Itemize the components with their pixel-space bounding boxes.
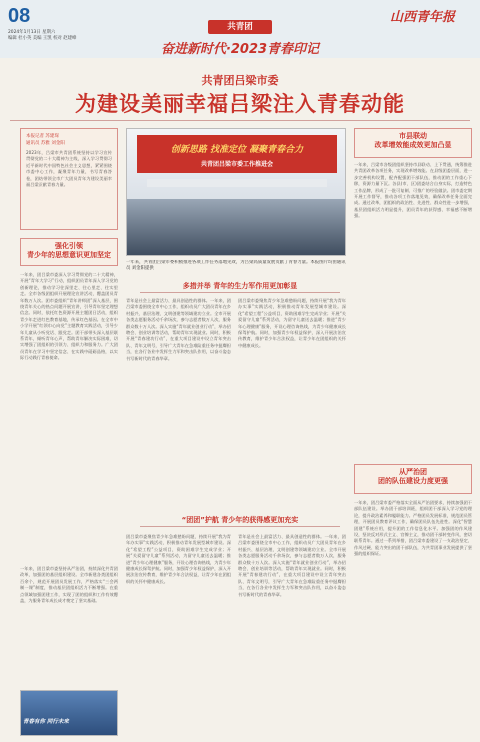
section-title-reform: 市县联动 改革增效能成效更加凸显: [374, 132, 452, 149]
meeting-photo: [126, 128, 346, 256]
audience: [127, 199, 346, 256]
banner-title: 创新思路 找准定位 凝聚青春合力: [170, 145, 304, 155]
column-badge: 共青团: [208, 20, 272, 34]
lead-text: 2023年，吕梁市共青团系统坚持以学习宣传贯彻党的二十大精神为主线，深入学习贯彻习近平新时代中国特色社会主义思想，紧紧围绕市委中心工作，凝聚青年力量，书写青春答卷，团结带领全市广大团员青年为建设美丽幸福吕梁贡献青春力量。: [26, 150, 112, 188]
slogan: 奋进新时代·2023青春印记: [160, 42, 320, 57]
stage-banner: [137, 135, 337, 173]
section-box-discipline: [354, 464, 472, 494]
photo-caption: 一年来，共青团吕梁市委积极推进各项工作任务落地见效，为吕梁高质量发展贡献了青春力量。本报图片均由通讯员 刘金阳提供: [126, 260, 346, 271]
guidance-text-cont: 一年来，团吕梁市委坚持从严治团，持续深化共青团改革，加强团的基层组织建设。全市新建各类团组织百余个，规范开展团员发展工作，严格落实“三会两制一课”制度，推动基层团组织活力不断增强。在重点领域加强团建工作，实现了团的组织和工作有效覆盖，为服务青年成长成才奠定了坚实基础。: [20, 566, 118, 604]
section-title-care: “团团”护航 青少年的获得感更加充实: [181, 516, 299, 524]
meta-date: 2024年1月13日 星期六: [8, 30, 56, 35]
discipline-text: 一年来，团吕梁市委严格落实全面从严治团要求，持续加强团干部队伍建设。举办团干部培训班，组织团干部深入学习党的理论，提升政治素养和履职能力。严格团员发展标准，规范团员管理，开展团员教育评议工作，确保团员队伍先进性。深化“智慧团建”系统应用，提升团的工作信息化水平。加强团的作风建设，坚决反对形式主义、官僚主义，推动团干部转变作风，密切联系青年。通过一系列举措，团吕梁市委建设了一支政治坚定、作风过硬、能力突出的团干部队伍，为共青团事业发展提供了坚强的组织保证。: [354, 500, 472, 557]
section-box-guidance: [20, 238, 118, 266]
meta-editors: 编辑 杜小英 美编 王凯 校对 赵建峰: [8, 36, 77, 41]
author-line-2: 通讯员 苏雅 刘金阳: [26, 141, 65, 146]
action-rule: [140, 292, 340, 293]
section-title-action: 多措并举 青年的生力军作用更加彰显: [182, 282, 298, 290]
care-text-col-a: 团吕梁市委聚焦青少年急难愁盼问题，持续开展“我为青年办实事”实践活动，积极推动青年发展型城市建设。深化“希望工程”公益项目，资助困难学生完成学业；开展“关爱留守儿童”系列活动，为留守儿童送去温暖；推进“青少年心理健康”服务，开设心理咨询热线，为青少年健康成长保驾护航。同时，加强青少年权益保护，深入开展法治宣传教育，维护青少年合法权益，让青少年在团组织的关怀中健康成长。: [126, 534, 231, 584]
section-title-discipline: 从严治团 团的队伍建设力度更强: [378, 468, 448, 485]
section-title-guidance: 强化引领 青少年的思想意识更加坚定: [27, 242, 111, 259]
care-text-col-b: 青年是社会上最富活力、最具创造性的群体。一年来，团吕梁市委围绕全市中心工作，组织动员广大团员青年在乡村振兴、基层治理、文明创建等领域建功立业。全市开展各类志愿服务活动千余场次，参与志愿者数万人次，服务群众数十万人次。深入实施“青年就业创业行动”，举办招聘会、创业培训等活动，帮助青年实现就业。同时，积极开展“青春建功行动”，在重大项目建设中设立青年突击队、青年文明号，引导广大青年在急难险重任务中挺膺担当，在各行各业中发挥生力军和突击队作用，以奋斗姿态书写新时代的青春华章。: [238, 534, 346, 597]
page-meta: [8, 30, 138, 42]
headline-rule: [10, 120, 470, 121]
banner-subtitle: 共青团吕梁市委工作推进会: [200, 161, 273, 168]
author-line-1: 本报记者 苏建琛: [26, 134, 59, 139]
reform-text: 一年来，吕梁市各级团组织坚持市县联动、上下贯通，统筹推进共青团改革各项任务，实现改革增效能。在县级团委层面，进一步完善机构设置，配齐配强团干部队伍，推动团的工作重心下移，资源力量下沉。各县(市、区)团委结合自身实际，打造特色工作品牌，形成了一批可复制、可推广的经验做法。团市委定期开展工作督导，推动各项工作落地见效，确保改革任务全面完成。通过改革，团组织的政治性、先进性、群众性进一步增强，基层团组织活力明显提升，团员青年的获得感、幸福感不断增强。: [354, 162, 472, 219]
article-headline: 为建设美丽幸福吕梁注入青春动能: [75, 92, 405, 116]
lead-box: [20, 128, 118, 230]
action-text-col-a: 青年是社会上最富活力、最具创造性的群体。一年来，团吕梁市委围绕全市中心工作，组织动员广大团员青年在乡村振兴、基层治理、文明创建等领域建功立业。全市开展各类志愿服务活动千余场次，参与志愿者数万人次，服务群众数十万人次。深入实施“青年就业创业行动”，举办招聘会、创业培训等活动，帮助青年实现就业。同时，积极开展“青春建功行动”，在重大项目建设中设立青年突击队、青年文明号，引导广大青年在急难险重任务中挺膺担当，在各行各业中发挥生力军和突击队作用，以奋斗姿态书写新时代的青春华章。: [126, 298, 231, 361]
photo-banner-text: 青春有你 同行未来: [23, 719, 69, 725]
stage-table: [147, 179, 327, 187]
page-number: 08: [8, 5, 31, 27]
care-rule: [140, 526, 340, 527]
article-kicker: 共青团吕梁市委: [201, 74, 279, 87]
guidance-text: 一年来，团吕梁市委深入学习贯彻党的二十大精神，开展“青年大学习”行动，组织团员青年深入学习党的创新理论，推动学习往深里走、往心里走、往实里走。全市各级团组织开展理论宣讲活动，覆盖团员青年数万人次。团市委组织“青年讲师团”深入基层，围绕青年关心的热点问题开展宣讲，引导青年坚定理想信念。同时，依托红色资源开展主题团日活动，组织青少年走进红色教育基地，传承红色基因。在全市中小学开展“红领巾心向党”主题教育实践活动，引导少年儿童从小听党话、跟党走。团干部带头深入基层联系青年，倾听青年心声，帮助青年解决实际困难，切实增强了团组织的引领力、组织力和服务力。广大团员青年在学习中坚定信念、在实践中砥砺品格，以实际行动践行青春使命。: [20, 272, 118, 361]
masthead-logo: 山西青年报: [390, 10, 456, 25]
section-box-reform: [354, 128, 472, 158]
action-text-col-b: 团吕梁市委聚焦青少年急难愁盼问题，持续开展“我为青年办实事”实践活动，积极推动青年发展型城市建设。深化“希望工程”公益项目，资助困难学生完成学业；开展“关爱留守儿童”系列活动，为留守儿童送去温暖；推进“青少年心理健康”服务，开设心理咨询热线，为青少年健康成长保驾护航。同时，加强青少年权益保护，深入开展法治宣传教育，维护青少年合法权益，让青少年在团组织的关怀中健康成长。: [238, 298, 346, 348]
youth-photo: [20, 690, 118, 736]
